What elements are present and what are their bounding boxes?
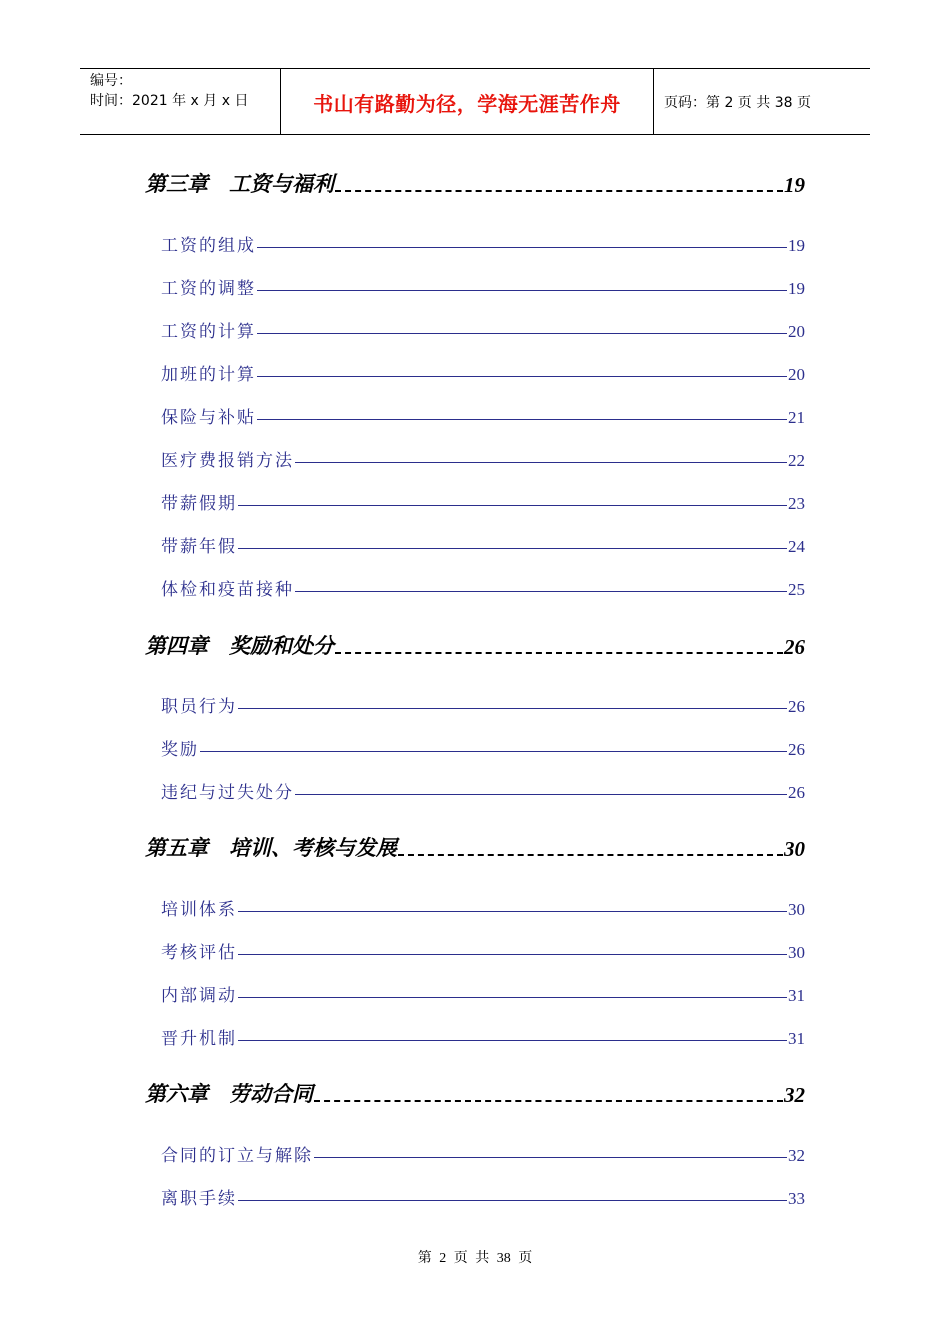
- toc-title: 工资的计算: [161, 322, 256, 342]
- toc-section[interactable]: [161, 896, 805, 920]
- toc-title: 晋升机制: [161, 1029, 237, 1049]
- toc-section[interactable]: [161, 404, 805, 428]
- toc-leader: [238, 1040, 787, 1041]
- footer-page-number: 第 2 页 共 38 页: [417, 1251, 533, 1266]
- toc-section[interactable]: [161, 693, 805, 717]
- serial-number-label: 编号：: [90, 73, 132, 89]
- toc-title: 体检和疫苗接种: [161, 580, 294, 600]
- toc-leader: [238, 997, 787, 998]
- toc-section[interactable]: [161, 982, 805, 1006]
- toc-leader: [314, 1100, 783, 1102]
- toc-title: 合同的订立与解除: [161, 1146, 313, 1166]
- toc-page-number: 26: [788, 740, 805, 759]
- toc-section[interactable]: [161, 232, 805, 256]
- toc-title: 职员行为: [161, 697, 237, 717]
- toc-section[interactable]: [161, 939, 805, 963]
- toc-page-number: 24: [788, 537, 805, 556]
- toc-section[interactable]: [161, 361, 805, 385]
- toc-leader: [257, 419, 787, 420]
- toc-section[interactable]: [161, 736, 805, 760]
- toc-section[interactable]: [161, 576, 805, 600]
- toc-page-number: 33: [788, 1189, 805, 1208]
- toc-section[interactable]: [161, 1142, 805, 1166]
- toc-section[interactable]: [161, 490, 805, 514]
- toc-leader: [295, 462, 787, 463]
- toc-leader: [238, 548, 787, 549]
- toc-title: 内部调动: [161, 986, 237, 1006]
- toc-title: 工资的调整: [161, 279, 256, 299]
- toc-leader: [257, 376, 787, 377]
- toc-section[interactable]: [161, 533, 805, 557]
- toc-section[interactable]: [161, 275, 805, 299]
- page-info-text: 页码：第 2 页 共 38 页: [664, 95, 811, 111]
- toc-page-number: 31: [788, 986, 805, 1005]
- toc-page-number: 26: [788, 783, 805, 802]
- toc-leader: [238, 911, 787, 912]
- toc-chapter[interactable]: [145, 834, 805, 862]
- toc-leader: [335, 190, 783, 192]
- toc-page-number: 32: [788, 1146, 805, 1165]
- date-line: 时间：2021 年 x 月 x 日: [90, 93, 249, 109]
- toc-title: 考核评估: [161, 943, 237, 963]
- page-footer: [0, 1247, 950, 1267]
- toc-title: 奖励: [161, 740, 199, 760]
- toc-section[interactable]: [161, 1025, 805, 1049]
- toc-page-number: 23: [788, 494, 805, 513]
- toc-page-number: 25: [788, 580, 805, 599]
- toc-title: 培训体系: [161, 900, 237, 920]
- toc-leader: [238, 954, 787, 955]
- toc-leader: [238, 505, 787, 506]
- toc-leader: [295, 794, 787, 795]
- toc-leader: [238, 1200, 787, 1201]
- toc-page-number: 26: [784, 635, 805, 659]
- toc-title: 违纪与过失处分: [161, 783, 294, 803]
- toc-page-number: 20: [788, 365, 805, 384]
- toc-page-number: 30: [788, 943, 805, 962]
- toc-page-number: 19: [784, 173, 805, 197]
- toc-leader: [238, 708, 787, 709]
- toc-leader: [200, 751, 787, 752]
- toc-page-number: 19: [788, 279, 805, 298]
- toc-title: 保险与补贴: [161, 408, 256, 428]
- toc-leader: [398, 854, 783, 856]
- toc-chapter[interactable]: [145, 170, 805, 198]
- toc-leader: [257, 333, 787, 334]
- toc-page-number: 22: [788, 451, 805, 470]
- toc-page-number: 19: [788, 236, 805, 255]
- toc-leader: [257, 247, 787, 248]
- toc-title: 第三章 工资与福利: [145, 172, 334, 196]
- toc-title: 第四章 奖励和处分: [145, 634, 334, 658]
- toc-title: 离职手续: [161, 1189, 237, 1209]
- toc-title: 工资的组成: [161, 236, 256, 256]
- toc-page-number: 30: [784, 837, 805, 861]
- toc-title: 医疗费报销方法: [161, 451, 294, 471]
- toc-section[interactable]: [161, 447, 805, 471]
- toc-leader: [314, 1157, 787, 1158]
- toc-page-number: 20: [788, 322, 805, 341]
- toc-page-number: 32: [784, 1083, 805, 1107]
- toc-page-number: 30: [788, 900, 805, 919]
- toc-section[interactable]: [161, 318, 805, 342]
- toc-section[interactable]: [161, 1185, 805, 1209]
- toc-page-number: 26: [788, 697, 805, 716]
- toc-page-number: 21: [788, 408, 805, 427]
- toc-title: 第六章 劳动合同: [145, 1082, 313, 1106]
- toc-title: 第五章 培训、考核与发展: [145, 836, 397, 860]
- toc-leader: [295, 591, 787, 592]
- toc-chapter[interactable]: [145, 632, 805, 660]
- toc-title: 加班的计算: [161, 365, 256, 385]
- toc-title: 带薪年假: [161, 537, 237, 557]
- toc-page-number: 31: [788, 1029, 805, 1048]
- toc-section[interactable]: [161, 779, 805, 803]
- header-motto: 书山有路勤为径，学海无涯苦作舟: [313, 91, 621, 116]
- toc-chapter[interactable]: [145, 1080, 805, 1108]
- toc-leader: [335, 652, 783, 654]
- toc-title: 带薪假期: [161, 494, 237, 514]
- toc-leader: [257, 290, 787, 291]
